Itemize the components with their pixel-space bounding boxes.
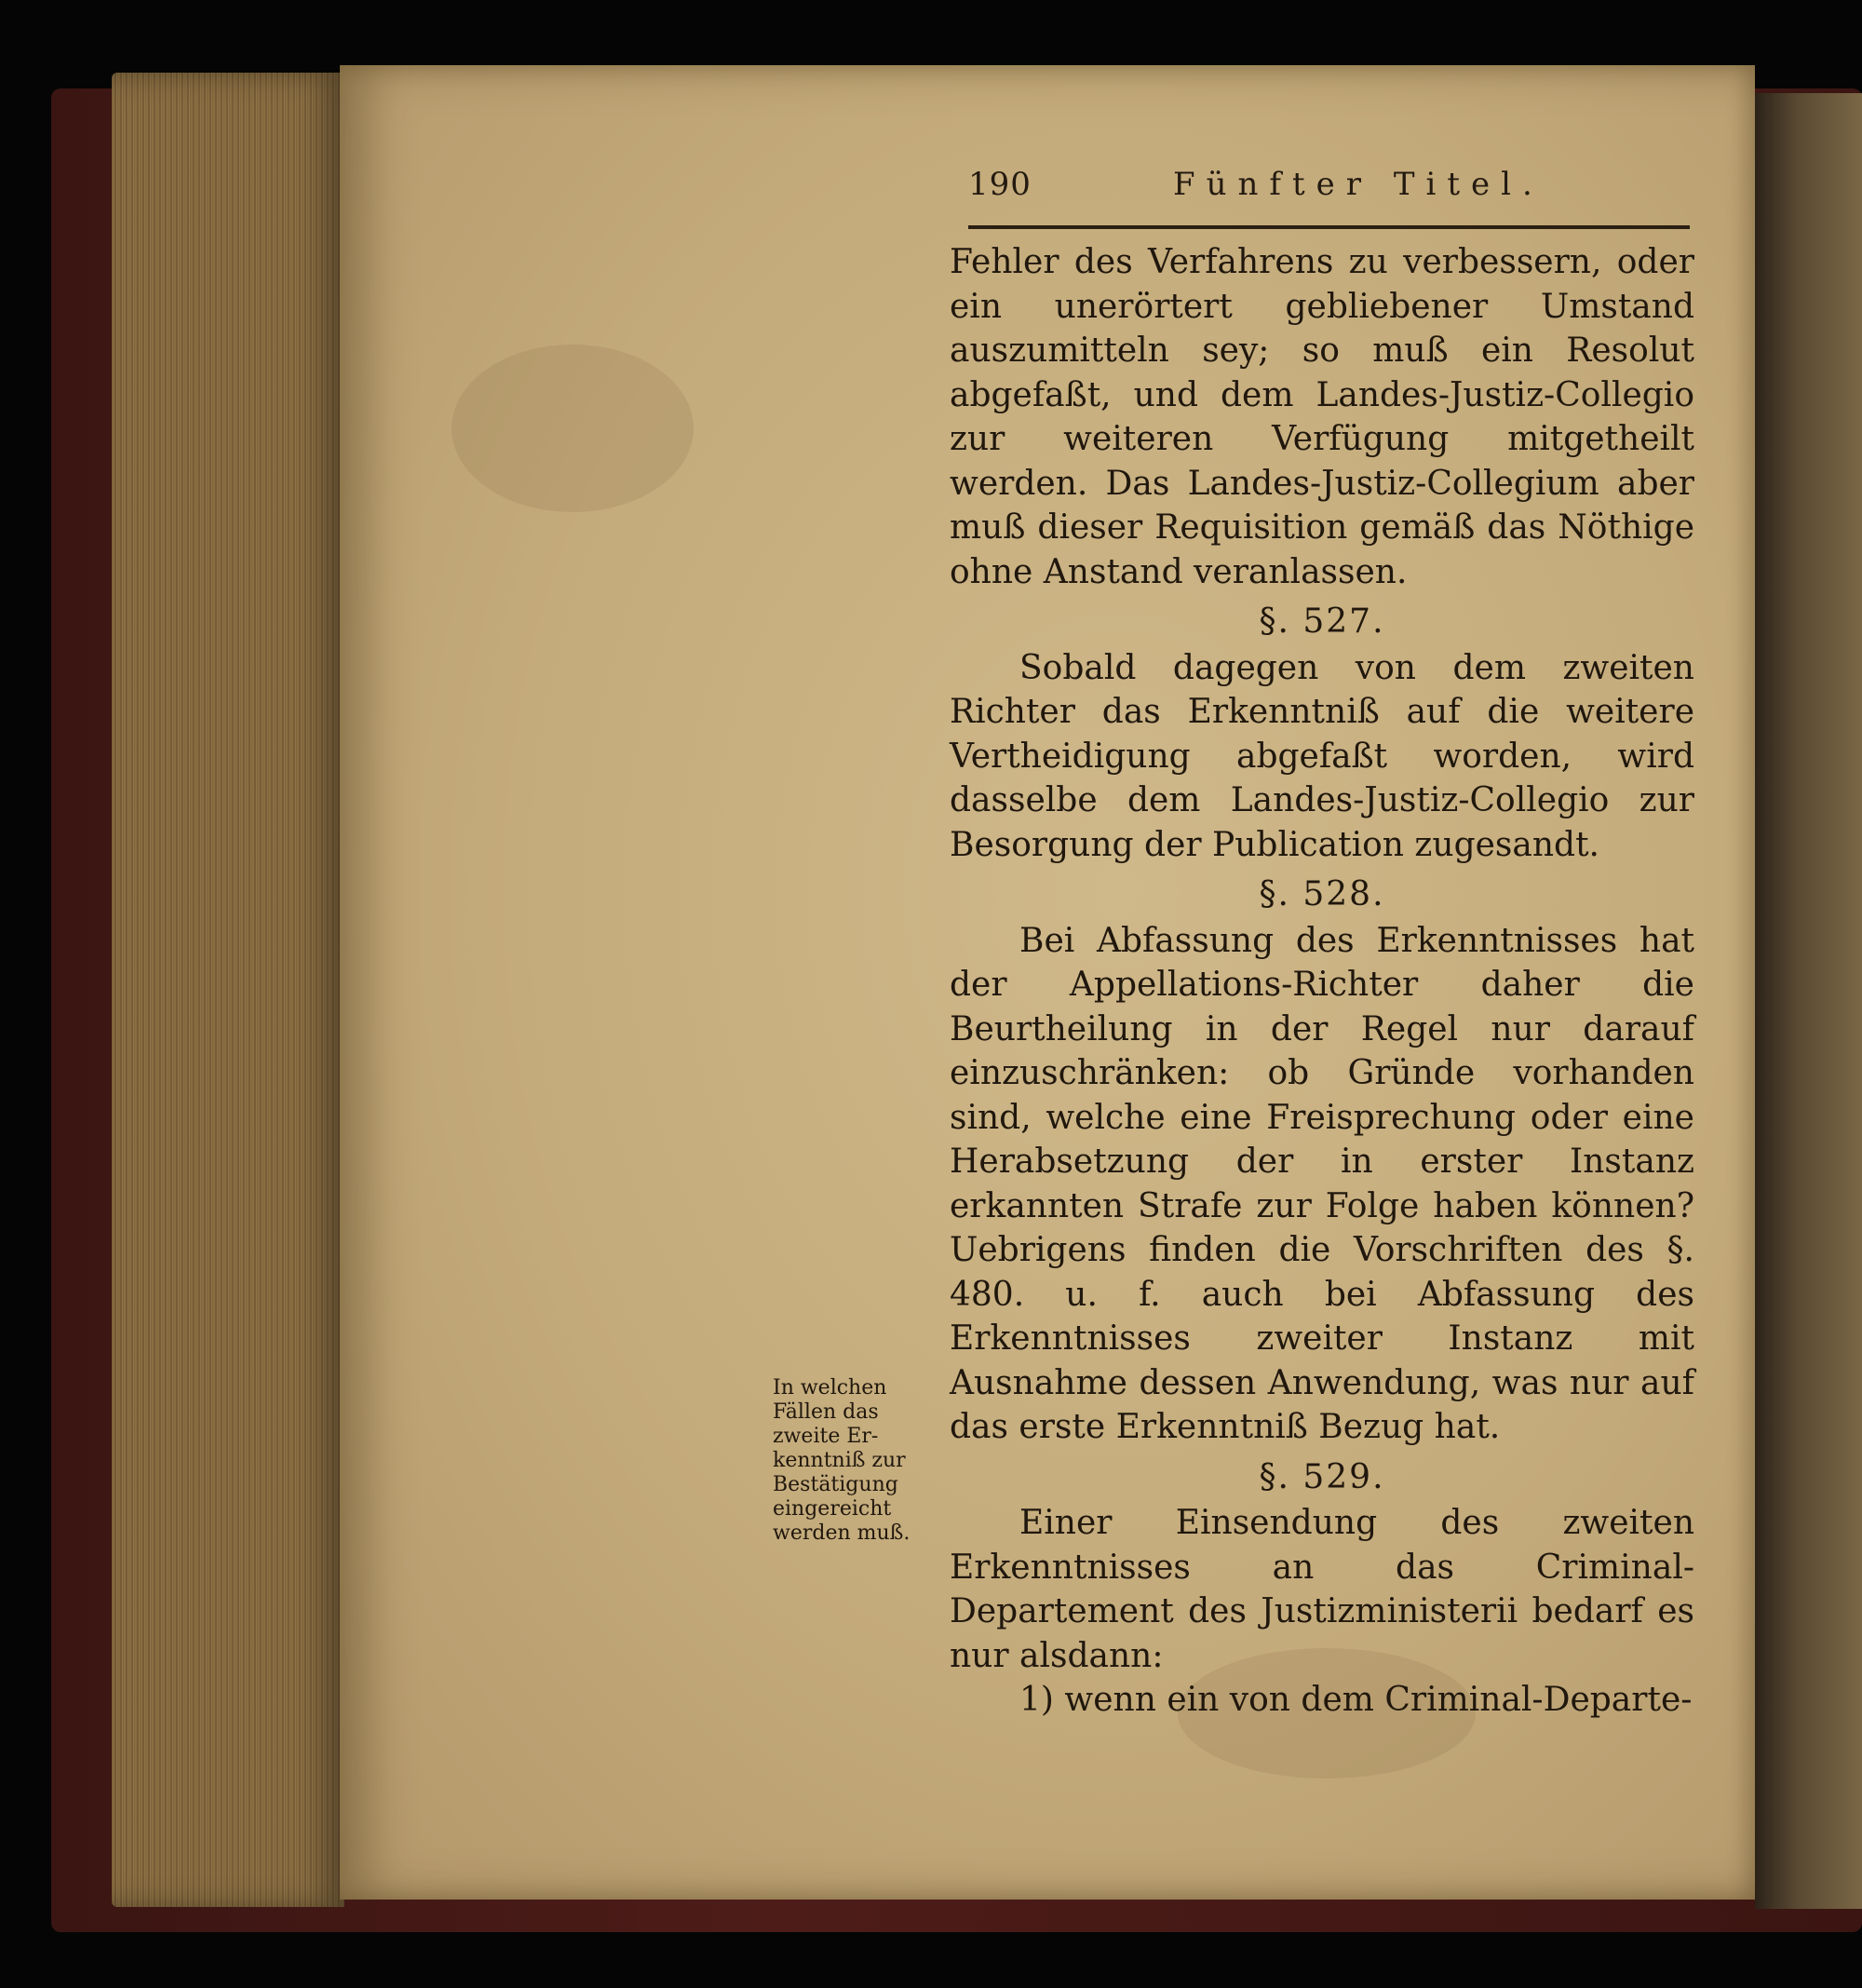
section-heading-529: §. 529. <box>1259 1457 1385 1496</box>
marginal-note: In welchen Fällen das zweite Er- kenntniß zur Bestätigung eingereicht werden muß. <box>773 1376 911 1545</box>
running-title: Fünfter Titel. <box>1173 166 1544 203</box>
facing-page-edge <box>1755 93 1862 1909</box>
paragraph-529: Einer Einsendung des zweiten Erkenntnisses an das Criminal-Departement des Justizministerii bedarf es nur alsdann: <box>950 1504 1694 1675</box>
paragraph-527: Sobald dagegen von dem zweiten Richter das Erkenntniß auf die weitere Vertheidigung abgefaßt worden, wird dasselbe dem Landes-Justiz-Collegio zur Besorgung der Publication zugesandt. <box>950 648 1694 864</box>
enumerated-item-1: 1) wenn ein von dem Criminal-Departe- <box>1019 1681 1693 1719</box>
paper-stain <box>452 345 694 512</box>
running-head <box>968 166 1694 205</box>
page-number: 190 <box>968 166 1032 203</box>
main-text-column <box>950 240 1694 1723</box>
page-block-edges <box>112 73 344 1907</box>
paragraph-continuation: Fehler des Verfahrens zu verbessern, oder ein unerörtert gebliebener Umstand auszumitteln sey; so muß ein Resolut abgefaßt, und dem Landes-Justiz-Collegio zur weiteren Verfügung mitgetheilt werden. Das Landes-Justiz-Collegium aber muß dieser Requisition gemäß das Nöthige ohne Anstand veranlassen. <box>950 243 1694 591</box>
paragraph-528: Bei Abfassung des Erkenntnisses hat der Appellations-Richter daher die Beurtheilung in der Regel nur darauf einzuschränken: ob Gründe vorhanden sind, welche eine Freisprechung oder eine Herabsetzung der in erster Instanz erkannten Strafe zur Folge haben können? Uebrigens finden die Vorschriften des §. 480. u. f. auch bei Abfassung des Erkenntnisses zweiter Instanz mit Ausnahme dessen Anwendung, was nur auf das erste Erkenntniß Bezug hat. <box>950 921 1694 1446</box>
section-heading-527: §. 527. <box>1259 602 1385 641</box>
header-rule <box>968 225 1690 229</box>
section-heading-528: §. 528. <box>1259 875 1385 913</box>
